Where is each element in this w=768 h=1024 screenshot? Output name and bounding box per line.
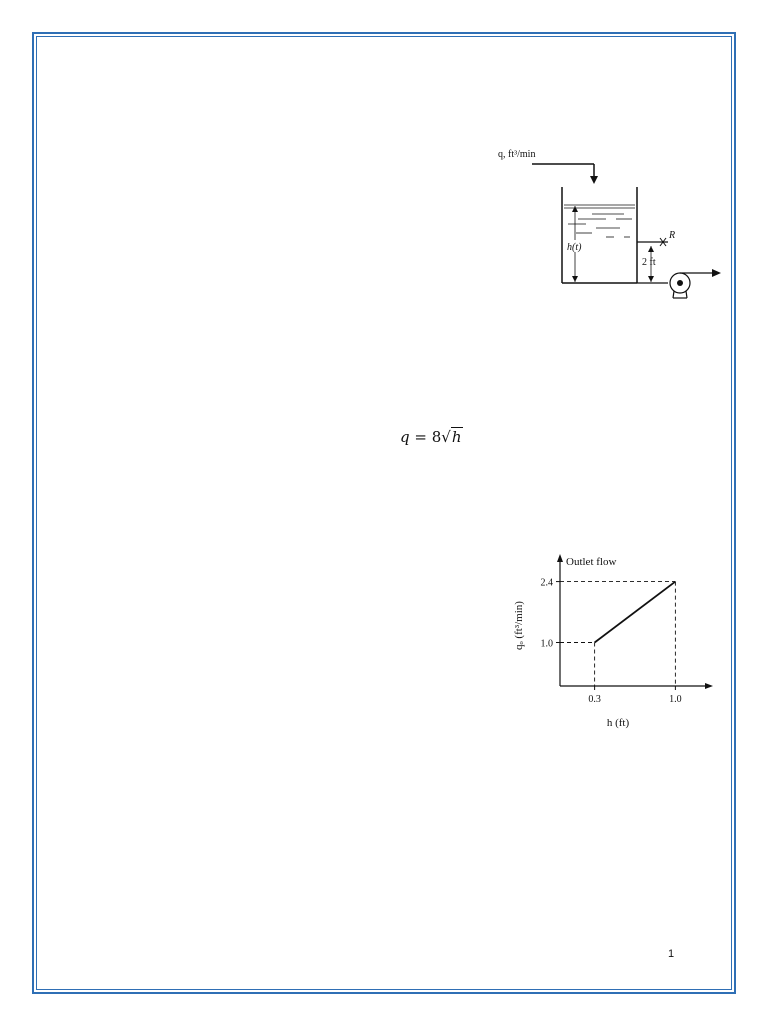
height-arrow-up-icon xyxy=(648,246,654,252)
x-tick-label-1: 1.0 xyxy=(669,694,682,705)
height-label: 2 ft xyxy=(642,257,656,268)
flow-equation xyxy=(400,428,463,446)
valve-label: R xyxy=(669,230,676,241)
y-tick-label-1: 1.0 xyxy=(540,638,553,650)
y-axis-arrow-icon xyxy=(557,554,563,562)
discharge-arrow-icon xyxy=(712,269,721,277)
level-arrow-down-icon xyxy=(572,276,578,282)
page-number: 1 xyxy=(668,948,675,960)
tank-diagram xyxy=(496,140,726,315)
outlet-flow-chart xyxy=(498,550,723,735)
sqrt-symbol: √ xyxy=(441,428,451,446)
equation-equals: = 8 xyxy=(414,428,442,446)
inflow-arrow-icon xyxy=(590,176,598,184)
level-arrow-up-icon xyxy=(572,206,578,212)
y-tick-label-0: 2.4 xyxy=(540,577,553,589)
height-arrow-down-icon xyxy=(648,276,654,282)
equation-lhs: q xyxy=(400,428,410,446)
x-axis-arrow-icon xyxy=(705,683,713,689)
inflow-label: q, ft³/min xyxy=(498,149,536,160)
series-line xyxy=(595,582,676,643)
y-axis-label: qₒ (ft³/min) xyxy=(513,601,525,650)
x-tick-label-0: 0.3 xyxy=(588,694,601,705)
level-label: h(t) xyxy=(567,242,582,253)
equation-radicand: h xyxy=(451,428,462,446)
pump-icon xyxy=(670,273,690,298)
chart-title: Outlet flow xyxy=(566,556,617,568)
x-axis-label: h (ft) xyxy=(606,717,630,729)
